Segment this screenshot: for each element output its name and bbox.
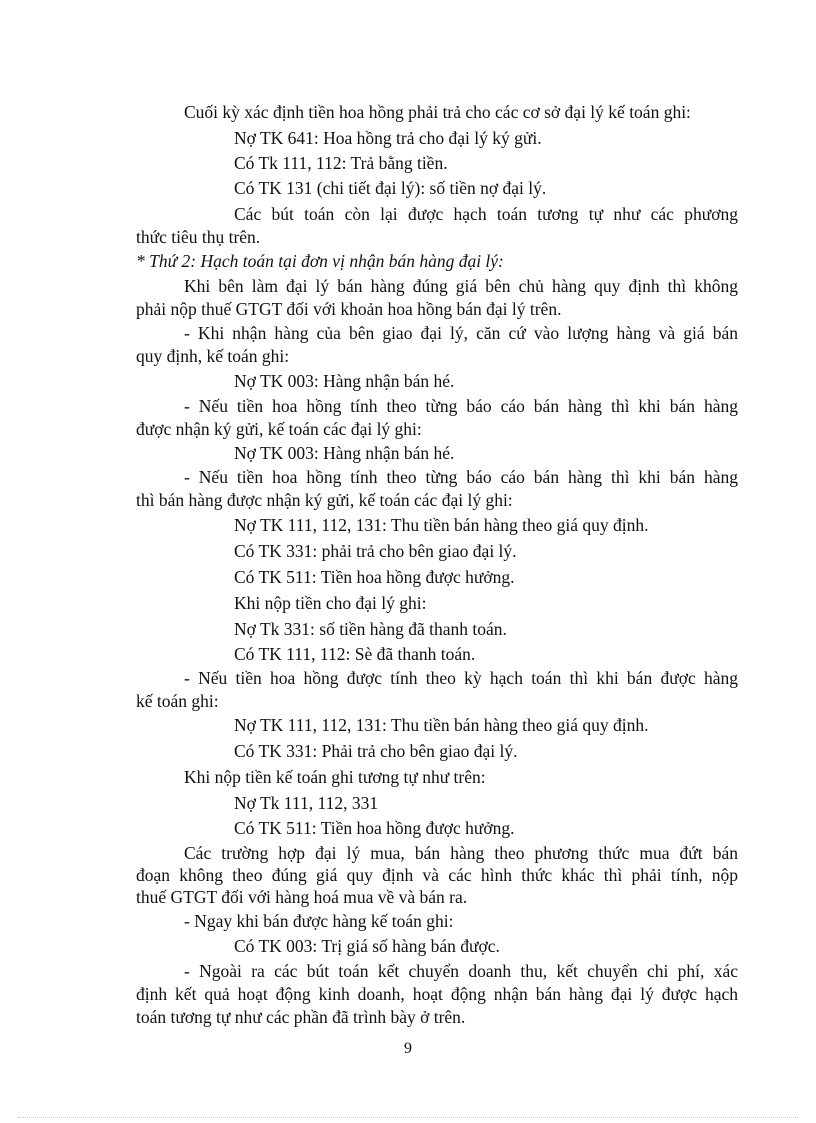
text-line: Các trường hợp đại lý mua, bán hàng theo phương thức mua đứt bán (184, 843, 738, 863)
section-heading: * Thứ 2: Hạch toán tại đơn vị nhận bán hàng đại lý: (136, 251, 504, 271)
text-line: - Khi nhận hàng của bên giao đại lý, căn cứ vào lượng hàng và giá bán (184, 323, 738, 343)
text-line: định kết quả hoạt động kinh doanh, hoạt động nhận bán hàng đại lý được hạch (136, 984, 738, 1004)
text-line: - Ngay khi bán được hàng kế toán ghi: (184, 911, 454, 931)
text-line: - Ngoài ra các bút toán kết chuyển doanh thu, kết chuyển chi phí, xác (184, 961, 738, 981)
text-line: Nợ TK 111, 112, 131: Thu tiền bán hàng theo giá quy định. (234, 715, 649, 735)
text-line: Nợ TK 003: Hàng nhận bán hé. (234, 443, 455, 463)
text-line: Nợ Tk 111, 112, 331 (234, 793, 379, 813)
text-line: kế toán ghi: (136, 691, 219, 711)
text-line: đoạn không theo đúng giá quy định và các hình thức khác thì phải tính, nộp (136, 865, 738, 885)
text-line: Có TK 331: Phải trả cho bên giao đại lý. (234, 741, 518, 761)
text-line: Có TK 131 (chi tiết đại lý): số tiền nợ đại lý. (234, 178, 547, 198)
text-line: toán tương tự như các phần đã trình bày ở trên. (136, 1007, 466, 1027)
text-line: - Nếu tiền hoa hồng được tính theo kỳ hạch toán thì khi bán được hàng (184, 668, 738, 688)
page-number: 9 (404, 1040, 412, 1057)
text-line: Khi bên làm đại lý bán hàng đúng giá bên chủ hàng quy định thì không (184, 276, 738, 296)
text-line: được nhận ký gửi, kế toán các đại lý ghi: (136, 419, 422, 439)
text-line: Nợ TK 111, 112, 131: Thu tiền bán hàng theo giá quy định. (234, 515, 649, 535)
text-line: Có Tk 111, 112: Trả bằng tiền. (234, 153, 448, 173)
text-line: - Nếu tiền hoa hồng tính theo từng báo cáo bán hàng thì khi bán hàng (184, 467, 738, 487)
footer-divider (18, 1117, 798, 1118)
text-line: Nợ Tk 331: số tiền hàng đã thanh toán. (234, 619, 507, 639)
text-line: Nợ TK 641: Hoa hồng trả cho đại lý ký gửi. (234, 128, 542, 148)
text-line: Có TK 111, 112: Sè đã thanh toán. (234, 644, 476, 664)
text-line: Nợ TK 003: Hàng nhận bán hé. (234, 371, 455, 391)
text-line: Có TK 003: Trị giá số hàng bán được. (234, 936, 500, 956)
text-line: phải nộp thuế GTGT đối với khoản hoa hồng bán đại lý trên. (136, 299, 562, 319)
text-line: Khi nộp tiền cho đại lý ghi: (234, 593, 427, 613)
text-line: Có TK 511: Tiền hoa hồng được hưởng. (234, 567, 515, 587)
text-line: Khi nộp tiền kế toán ghi tương tự như trên: (184, 767, 486, 787)
text-line: Có TK 511: Tiền hoa hồng được hưởng. (234, 818, 515, 838)
text-line: Có TK 331: phải trả cho bên giao đại lý. (234, 541, 517, 561)
text-line: Các bút toán còn lại được hạch toán tương tự như các phương (234, 204, 738, 224)
text-line: quy định, kế toán ghi: (136, 346, 290, 366)
text-line: thuế GTGT đối với hàng hoá mua về và bán ra. (136, 887, 468, 907)
text-line: thì bán hàng được nhận ký gửi, kế toán các đại lý ghi: (136, 490, 513, 510)
text-line: thức tiêu thụ trên. (136, 227, 261, 247)
text-line: Cuối kỳ xác định tiền hoa hồng phải trả cho các cơ sở đại lý kế toán ghi: (184, 102, 691, 122)
text-line: - Nếu tiền hoa hồng tính theo từng báo cáo bán hàng thì khi bán hàng (184, 396, 738, 416)
